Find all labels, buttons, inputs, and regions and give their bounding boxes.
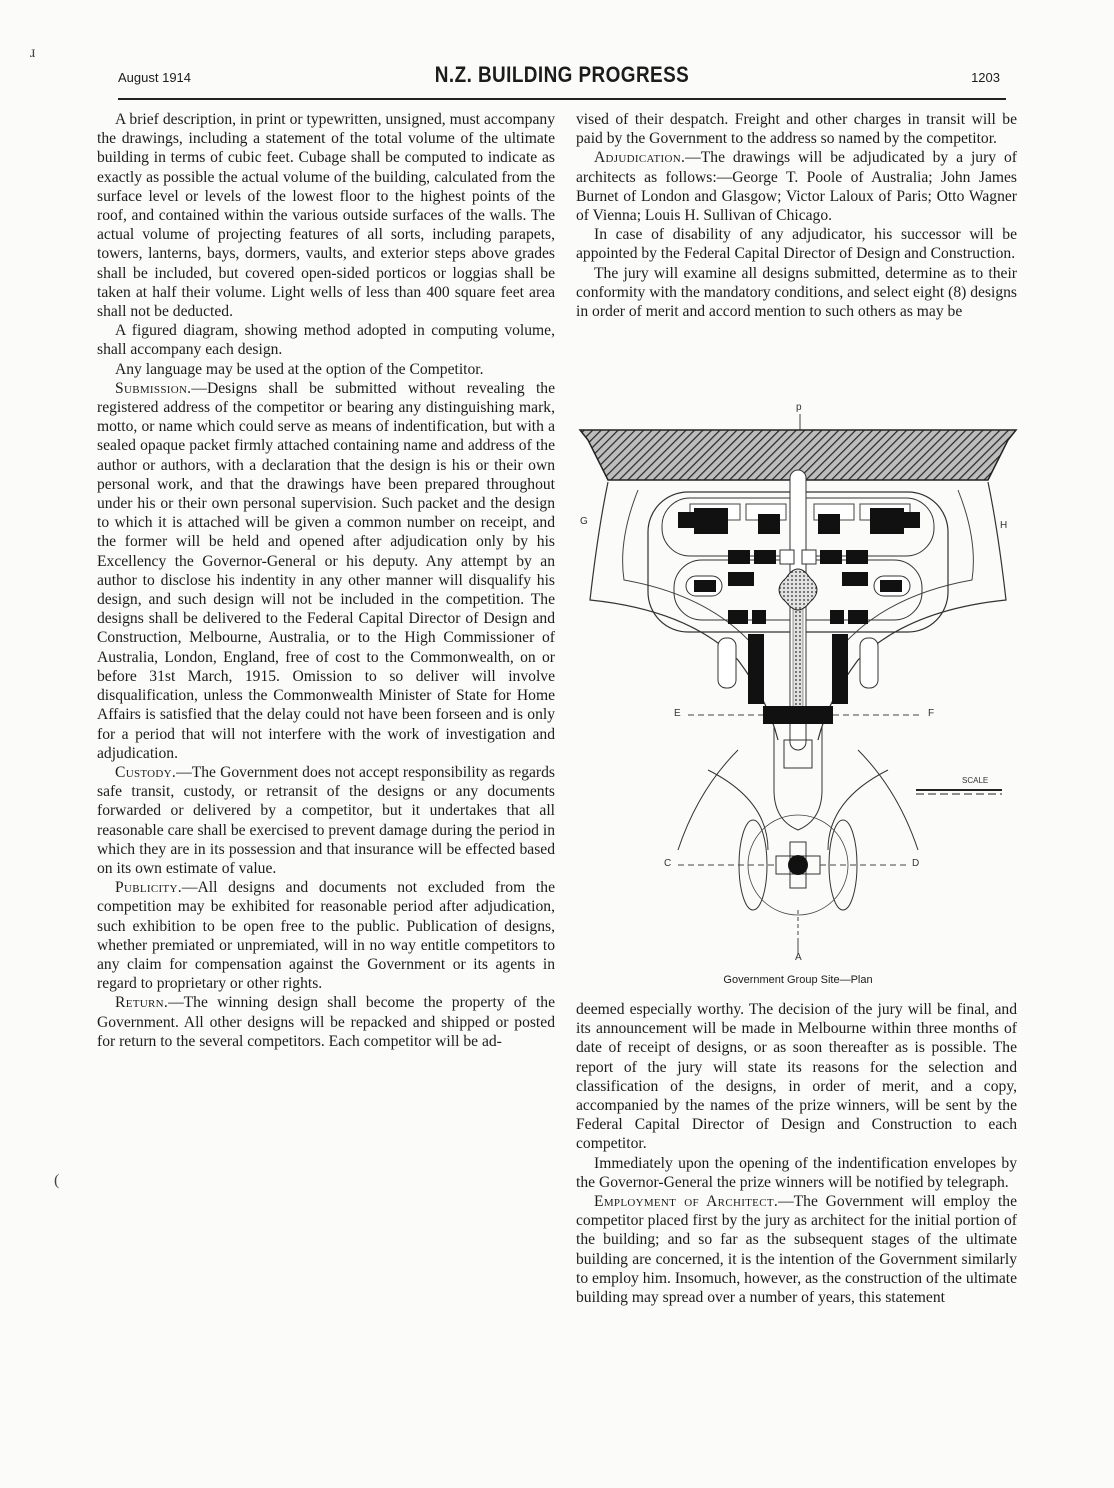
publicity-text: —All designs and documents not excluded from the competition may be exhibited for reasonable period after adjudication, such exhibition to be open free to the public. Publication of designs, whether premiated or unpremiated, will in no way entitle competitors to any claim for compensation against the Government or its agents in regard to proprietary or other rights. (97, 879, 555, 993)
paragraph-despatch: vised of their despatch. Freight and other charges in transit will be paid by the Government to the address so named by the competitor. (576, 111, 1017, 148)
paragraph-telegraph: Immediately upon the opening of the indentification envelopes by the Governor-General the prize winners will be notified by telegraph. (576, 1154, 1017, 1191)
plan-label-h: H (1000, 520, 1008, 531)
return-heading: Return. (115, 994, 169, 1012)
figure-caption: Government Group Site—Plan (723, 974, 873, 986)
paragraph-language: Any language may be used at the option of the Competitor. (115, 360, 484, 378)
employment-heading: Employment of Architect. (594, 1193, 779, 1211)
paragraph-jury: The jury will examine all designs submitted, determine as to their conformity with the mandatory conditions, and select eight (8) designs in order of merit and accord mention to such others as may be (576, 264, 1017, 321)
plan-label-e: E (674, 708, 681, 719)
margin-mark-bottom: ( (54, 1172, 60, 1189)
paragraph-return (97, 993, 555, 1051)
page-header (118, 62, 1006, 100)
paragraph-publicity (97, 878, 555, 993)
submission-text: —Designs shall be submitted without revealing the registered address of the competitor or bearing any distinguishing mark, motto, or name which could serve as means of indentification, but with a sealed opaque packet firmly attached containing name and address of the author or authors, with a declaration that the design is his or their own personal work, and that the drawings have been prepared throughout under his or their own personal supervision. Such packet and the design to which it is attached will be given a common number on receipt, and the former will be held and opened after adjudication only by his Excellency the Governor-General or his deputy. Any attempt by an author to disclose his indentity in any other manner will disqualify his design, and such design will not be included in the competition. The designs shall be delivered to the Federal Capital Director of Design and Construction, Melbourne, Australia, or to the High Commissioner of Australia, London, England, free of cost to the Commonwealth, on or before 31st March, 1915. Omission to so deliver will involve disqualification, unless the Commonwealth Minister of State for Home Affairs is satisfied that the delay could not have been forseen and is only for a period that will not interfere with the work of investigation and adjudication. (97, 379, 555, 762)
paragraph-adjudication (576, 148, 1017, 225)
publicity-heading: Publicity. (115, 879, 182, 897)
adjudication-text: —The drawings will be adjudicated by a jury of architects as follows:—George T. Poole of Australia; John James Burnet of London and Glasgow; Victor Laloux of Paris; Otto Wagner of Vienna; Louis H. Sullivan of Chicago. (576, 149, 1017, 225)
adjudication-heading: Adjudication. (594, 149, 686, 167)
employment-text: —The Government will employ the competitor placed first by the jury as architect for the initial portion of the building; and so far as the subsequent stages of the ultimate building are concerned, it is the intention of the Government similarly to employ him. Insomuch, however, as the construction of the ultimate building may spread over a number of years, this statement (576, 1193, 1017, 1307)
site-plan-figure (578, 402, 1018, 986)
right-column-top (576, 110, 1017, 321)
custody-text: —The Government does not accept responsibility as regards safe transit, custody, or retransit of the designs or any documents forwarded or delivered by a competitor, but it undertakes that all reasonable care shall be exercised to prevent damage during the period in which they are in its possession and that insurance will be effected based on its own estimate of value. (97, 763, 555, 877)
return-text: —The winning design shall become the property of the Government. All other designs will be repacked and shipped or posted for return to the several competitors. Each competitor will be ad- (97, 994, 555, 1050)
plan-scale-label: SCALE (962, 776, 989, 785)
paragraph-description: A brief description, in print or typewritten, unsigned, must accompany the drawings, including a statement of the total volume of the ultimate building in terms of cubic feet. Cubage shall be computed to indicate as exactly as possible the actual volume of the building, calculated from the surface level or levels of the lowest floor to the highest points of the roof, and contained within the various outside surfaces of the walls. The actual volume of projecting features of all sorts, including parapets, towers, lanterns, bays, dormers, vaults, and exterior steps above grades shall be included, but covered open-sided porticos or loggias shall be taken at half their volume. Light wells of less than 400 square feet area shall not be deducted. (97, 111, 555, 321)
right-column-bottom (576, 1000, 1017, 1307)
plan-label-c: C (664, 858, 672, 869)
margin-mark-top: ɹ (30, 44, 36, 61)
plan-label-a: A (795, 952, 802, 963)
submission-heading: Submission. (115, 379, 192, 397)
plan-label-d: D (912, 858, 920, 869)
paragraph-diagram: A figured diagram, showing method adopted in computing volume, shall accompany each design. (97, 322, 555, 359)
paragraph-jury-decision: deemed especially worthy. The decision of the jury will be final, and its announcement will be made in Melbourne within three months of date of receipt of designs, or as soon thereafter as is possible. The report of the jury will state its reasons for the selection and classification of the designs, in order of merit, and a copy, accompanied by the names of the prize winners, will be sent by the Federal Capital Director of Design and Construction to each competitor. (576, 1001, 1017, 1153)
custody-heading: Custody. (115, 763, 177, 781)
journal-title: N.Z. BUILDING PROGRESS (434, 62, 690, 87)
plan-label-top: p (796, 402, 802, 413)
paragraph-employment (576, 1192, 1017, 1307)
paragraph-submission (97, 379, 555, 763)
issue-date: August 1914 (118, 70, 192, 85)
plan-label-f: F (928, 708, 935, 719)
paragraph-disability: In case of disability of any adjudicator, his successor will be appointed by the Federal Capital Director of Design and Construction. (576, 226, 1017, 263)
page-number: 1203 (971, 70, 1000, 85)
plan-label-g: G (580, 516, 588, 527)
left-column (97, 110, 555, 1051)
paragraph-custody (97, 763, 555, 878)
site-plan-drawing (578, 410, 1018, 970)
